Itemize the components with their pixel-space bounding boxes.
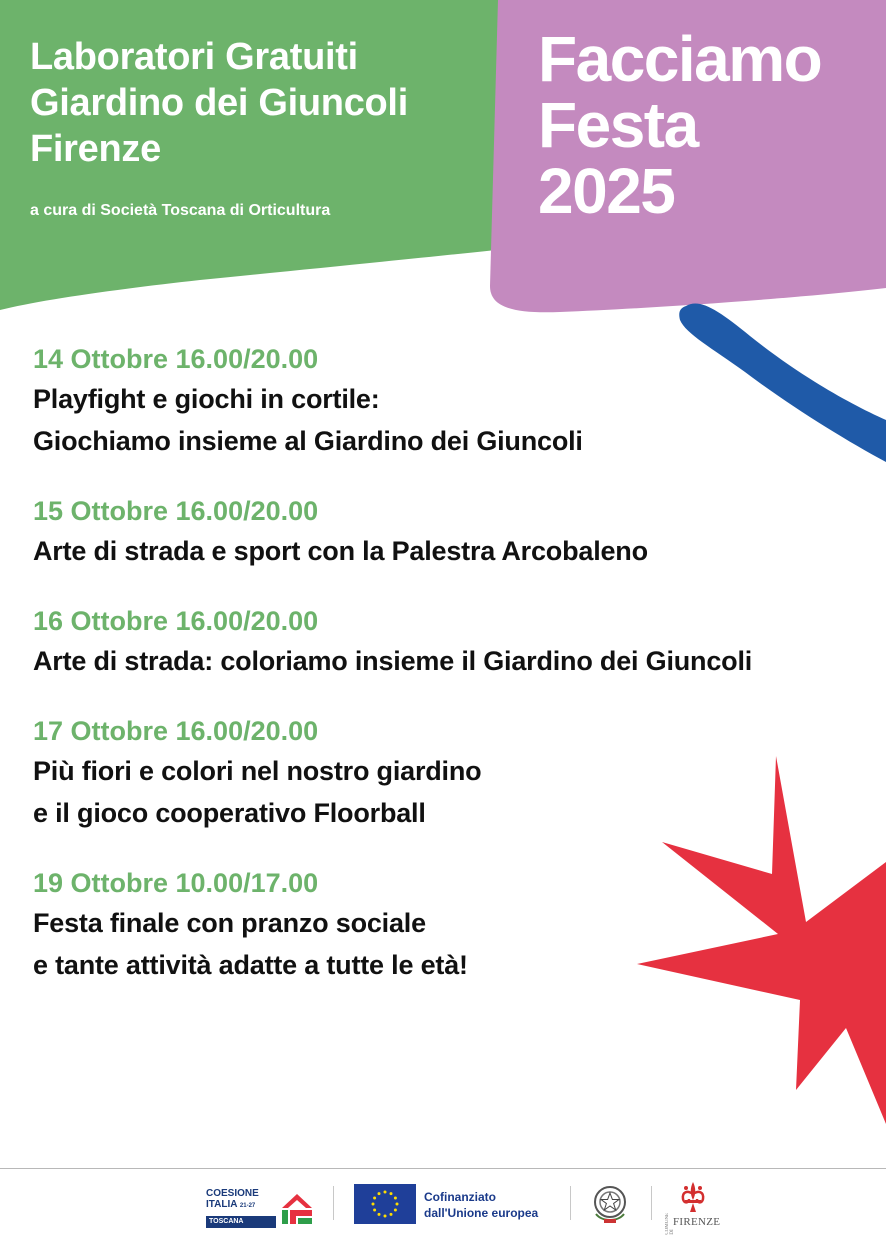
festa-title xyxy=(538,23,822,227)
coesione-region: TOSCANA xyxy=(206,1216,276,1228)
eu-text-line-2: dall'Unione europea xyxy=(424,1206,539,1220)
event-date: 14 Ottobre 16.00/20.00 xyxy=(33,344,319,374)
florence-lily-icon xyxy=(664,1180,722,1214)
event-date: 16 Ottobre 16.00/20.00 xyxy=(33,606,319,636)
footer-divider xyxy=(0,1168,886,1169)
event-item xyxy=(33,864,863,986)
events-list xyxy=(33,340,863,1016)
event-item xyxy=(33,712,863,834)
footer-logos xyxy=(0,1178,886,1238)
footer-separator xyxy=(333,1186,334,1220)
comune-firenze-logo xyxy=(664,1180,722,1235)
firenze-small-label: COMUNE DI xyxy=(665,1213,675,1235)
event-description: Giochiamo insieme al Giardino dei Giuncoli xyxy=(33,426,583,456)
event-item xyxy=(33,340,863,462)
event-description: Arte di strada e sport con la Palestra Arcobaleno xyxy=(33,536,648,566)
coesione-text xyxy=(206,1188,259,1212)
event-date: 19 Ottobre 10.00/17.00 xyxy=(33,868,319,898)
event-item xyxy=(33,492,863,572)
eu-text-line-1: Cofinanziato xyxy=(424,1190,496,1204)
event-item xyxy=(33,602,863,682)
footer-separator xyxy=(570,1186,571,1220)
header-title xyxy=(30,34,408,172)
event-date: 17 Ottobre 16.00/20.00 xyxy=(33,716,319,746)
festa-title-line-3: 2025 xyxy=(538,155,675,227)
italian-emblem-icon xyxy=(590,1182,630,1226)
event-description: Festa finale con pranzo sociale xyxy=(33,908,426,938)
eu-flag-icon xyxy=(354,1184,416,1224)
event-date: 15 Ottobre 16.00/20.00 xyxy=(33,496,319,526)
event-description: Playfight e giochi in cortile: xyxy=(33,384,380,414)
coesione-arrow-icon xyxy=(278,1188,316,1228)
firenze-name: FIRENZE xyxy=(673,1216,721,1228)
footer-separator xyxy=(651,1186,652,1220)
eu-cofinanziato-text xyxy=(424,1189,538,1221)
festa-title-line-1: Facciamo xyxy=(538,23,822,95)
coesione-line-2: ITALIA xyxy=(206,1199,238,1210)
header-title-line-2: Giardino dei Giuncoli xyxy=(30,82,408,124)
event-description: Più fiori e colori nel nostro giardino xyxy=(33,756,482,786)
coesione-italia-logo xyxy=(206,1186,316,1230)
event-description: e il gioco cooperativo Floorball xyxy=(33,798,426,828)
header-title-line-3: Firenze xyxy=(30,128,161,170)
event-description: e tante attività adatte a tutte le età! xyxy=(33,950,468,980)
header-title-line-1: Laboratori Gratuiti xyxy=(30,36,358,78)
header-subtitle: a cura di Società Toscana di Orticultura xyxy=(30,202,331,219)
event-description: Arte di strada: coloriamo insieme il Giardino dei Giuncoli xyxy=(33,646,753,676)
coesione-years: 21-27 xyxy=(239,1203,256,1209)
coesione-line-1: COESIONE xyxy=(206,1188,259,1199)
festa-title-line-2: Festa xyxy=(538,89,698,161)
